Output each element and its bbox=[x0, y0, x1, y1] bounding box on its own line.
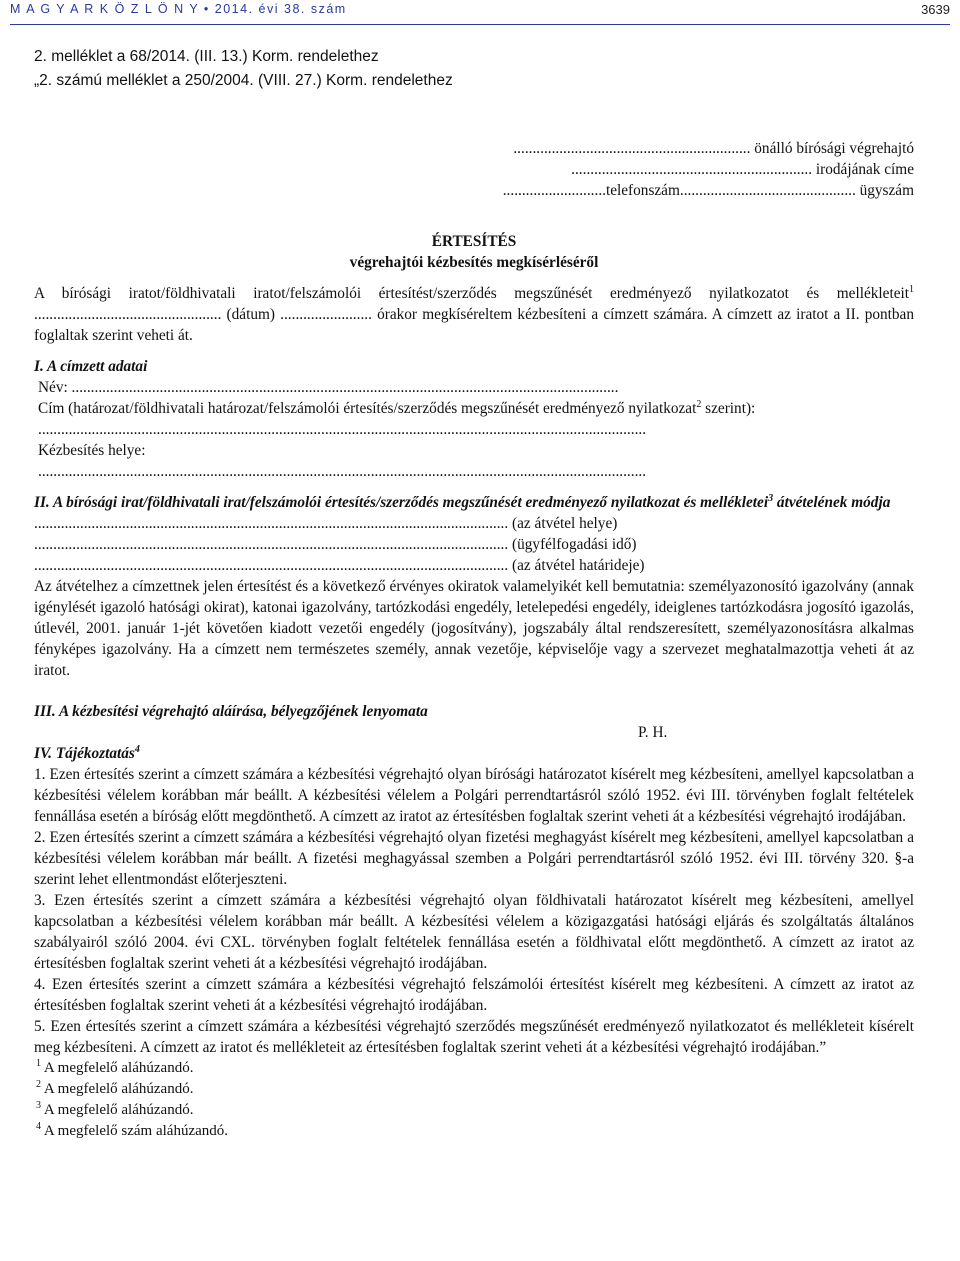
info-item-5: 5. Ezen értesítés szerint a címzett számára a kézbesítési végrehajtó szerződés megszűnését eredményező nyilatkozatot és mellékleteit kísérelt meg kézbesíteni. A címzett az iratot és mellékleteit az értesítésben foglaltak szerint veheti át a kézbesítési végrehajtó irodájában.” bbox=[34, 1018, 914, 1056]
footnote-3: $^3$ A megfelelő aláhúzandó. bbox=[36, 1100, 194, 1118]
info-item-1: 1. Ezen értesítés szerint a címzett számára a kézbesítési végrehajtó olyan bírósági határozatot kísérelt meg kézbesíteni, amellyel kapcsolatban a kézbesítési vélelem korábban már beállt. A kézbesítési vélelem a Polgári perrendtartásról szóló 1952. évi III. törvényben foglalt feltételek fennállása esetén a bíróság előtt megdönthető. A címzett az iratot az értesítésben foglaltak szerint veheti át a kézbesítési végrehajtó irodájában. bbox=[34, 766, 914, 825]
footnote-2: $^2$ A megfelelő aláhúzandó. bbox=[36, 1079, 194, 1097]
delivery-place-dots: ............................................................................................................................................................... bbox=[38, 463, 647, 480]
executor-field: .............................................................. önálló bírósági végrehajtó bbox=[513, 140, 914, 157]
office-hours-field: ............................................................................................................................ (ügyfélfogadási idő) bbox=[34, 536, 637, 553]
annex-ref-line-2: „2. számú melléklet a 250/2004. (VIII. 27.) Korm. rendelethez bbox=[34, 72, 453, 89]
pickup-requirements-paragraph: Az átvételhez a címzettnek jelen értesítést és a következő érvényes okiratok valamelyikét kell bemutatnia: személyazonosító igazolvány (annak igénylését igazoló hatósági okirat), katonai igazolvány, tartózkodási engedély, letelepedési engedély, ideiglenes tartózkodásra jogosító igazolás, útlevél, 2001. január 1-jét követően kiadott vezetői engedély (jogosítvány), jogszabály által rendszeresített, személyazonosításra alkalmas fényképes igazolvány. Ha a címzett nem természetes személy, annak vezetője, képviselője vagy a szervezet meghatalmazottja veheti át az iratot. bbox=[34, 578, 914, 679]
stamp-placeholder: P. H. bbox=[638, 724, 668, 741]
form-title: ÉRTESÍTÉS bbox=[431, 233, 517, 250]
pickup-deadline-field: ............................................................................................................................ (az átvétel határideje) bbox=[34, 557, 645, 574]
section-2-heading: II. A bírósági irat/földhivatali irat/felszámolói értesítés/szerződés megszűnését eredményező nyilatkozat és mellékletei$^3$ átvételének módja bbox=[34, 492, 891, 511]
office-address-field: ............................................................... irodájának címe bbox=[571, 161, 914, 178]
footnote-4: $^4$ A megfelelő szám aláhúzandó. bbox=[36, 1121, 229, 1139]
footnote-1: $^1$ A megfelelő aláhúzandó. bbox=[36, 1058, 194, 1076]
pickup-place-field: ............................................................................................................................ (az átvétel helye) bbox=[34, 515, 618, 532]
info-item-3: 3. Ezen értesítés szerint a címzett számára a kézbesítési végrehajtó olyan földhivatali határozatot kísérelt meg kézbesíteni, amellyel kapcsolatban a kézbesítési vélelem korábban már beállt. A kézbesítési vélelem a közigazgatási hatósági eljárás és szolgáltatás általános szabályairól szóló 2004. évi CXL. törvényben foglalt feltételek fennállása esetén a földhivatal előtt megdönthető. A címzett az iratot az értesítésben foglaltak szerint veheti át a kézbesítési végrehajtó irodájában. bbox=[34, 892, 914, 972]
page-header bbox=[10, 2, 950, 22]
journal-title: M A G Y A R K Ö Z L Ö N Y • 2014. évi 38. szám bbox=[10, 2, 347, 16]
form-subtitle: végrehajtói kézbesítés megkísérléséről bbox=[349, 254, 599, 271]
delivery-place-label: Kézbesítés helye: bbox=[38, 442, 146, 459]
annex-references bbox=[34, 45, 453, 93]
page-number: 3639 bbox=[921, 2, 950, 17]
footnote-ref-2: 2 bbox=[696, 398, 702, 410]
footnote-ref-4: 4 bbox=[134, 743, 140, 755]
info-item-2: 2. Ezen értesítés szerint a címzett számára a kézbesítési végrehajtó olyan fizetési meghagyást kísérelt meg kézbesíteni, amellyel kapcsolatban a kézbesítési vélelem korábban már beállt. A fizetési meghagyással szemben a Polgári perrendtartásról szóló 1952. évi III. törvény 320. §-a szerint lehet ellentmondást előterjeszteni. bbox=[34, 829, 914, 888]
section-4-heading: IV. Tájékoztatás$^4$ bbox=[34, 743, 140, 762]
annex-ref-line-1: 2. melléklet a 68/2014. (III. 13.) Korm. rendelethez bbox=[34, 48, 379, 65]
section-3-heading: III. A kézbesítési végrehajtó aláírása, bélyegzőjének lenyomata bbox=[34, 703, 428, 720]
form-document bbox=[34, 138, 914, 1142]
recipient-address-label: Cím (határozat/földhivatali határozat/felszámolói értesítés/szerződés megszűnését eredményező nyilatkozat$^2$ szerint): bbox=[38, 398, 756, 417]
info-item-4: 4. Ezen értesítés szerint a címzett számára a kézbesítési végrehajtó felszámolói értesítést kísérelt meg kézbesíteni. A címzett az iratot az értesítésben foglaltak szerint veheti át a kézbesítési végrehajtó irodájában. bbox=[34, 976, 914, 1014]
header-divider bbox=[10, 24, 950, 25]
section-1-heading: I. A címzett adatai bbox=[34, 358, 148, 375]
phone-case-field: ...........................telefonszám.............................................. ügyszám bbox=[502, 182, 914, 199]
intro-paragraph: A bírósági iratot/földhivatali iratot/felszámolói értesítést/szerződés megszűnését eredményező nyilatkozatot és mellékleteit$^1$ ................................................. (dátum) ........................ órakor megkíséreltem kézbesíteni a címzett számára. A címzett az iratot a II. pontban foglaltak szerint veheti át. bbox=[34, 283, 914, 344]
recipient-address-dots: ............................................................................................................................................................... bbox=[38, 421, 647, 438]
footnote-ref-3: 3 bbox=[768, 492, 774, 504]
footnotes bbox=[34, 1058, 914, 1142]
footnote-ref-1: 1 bbox=[909, 283, 914, 295]
recipient-name-field: Név: ............................................................................................................................................... bbox=[38, 379, 619, 396]
